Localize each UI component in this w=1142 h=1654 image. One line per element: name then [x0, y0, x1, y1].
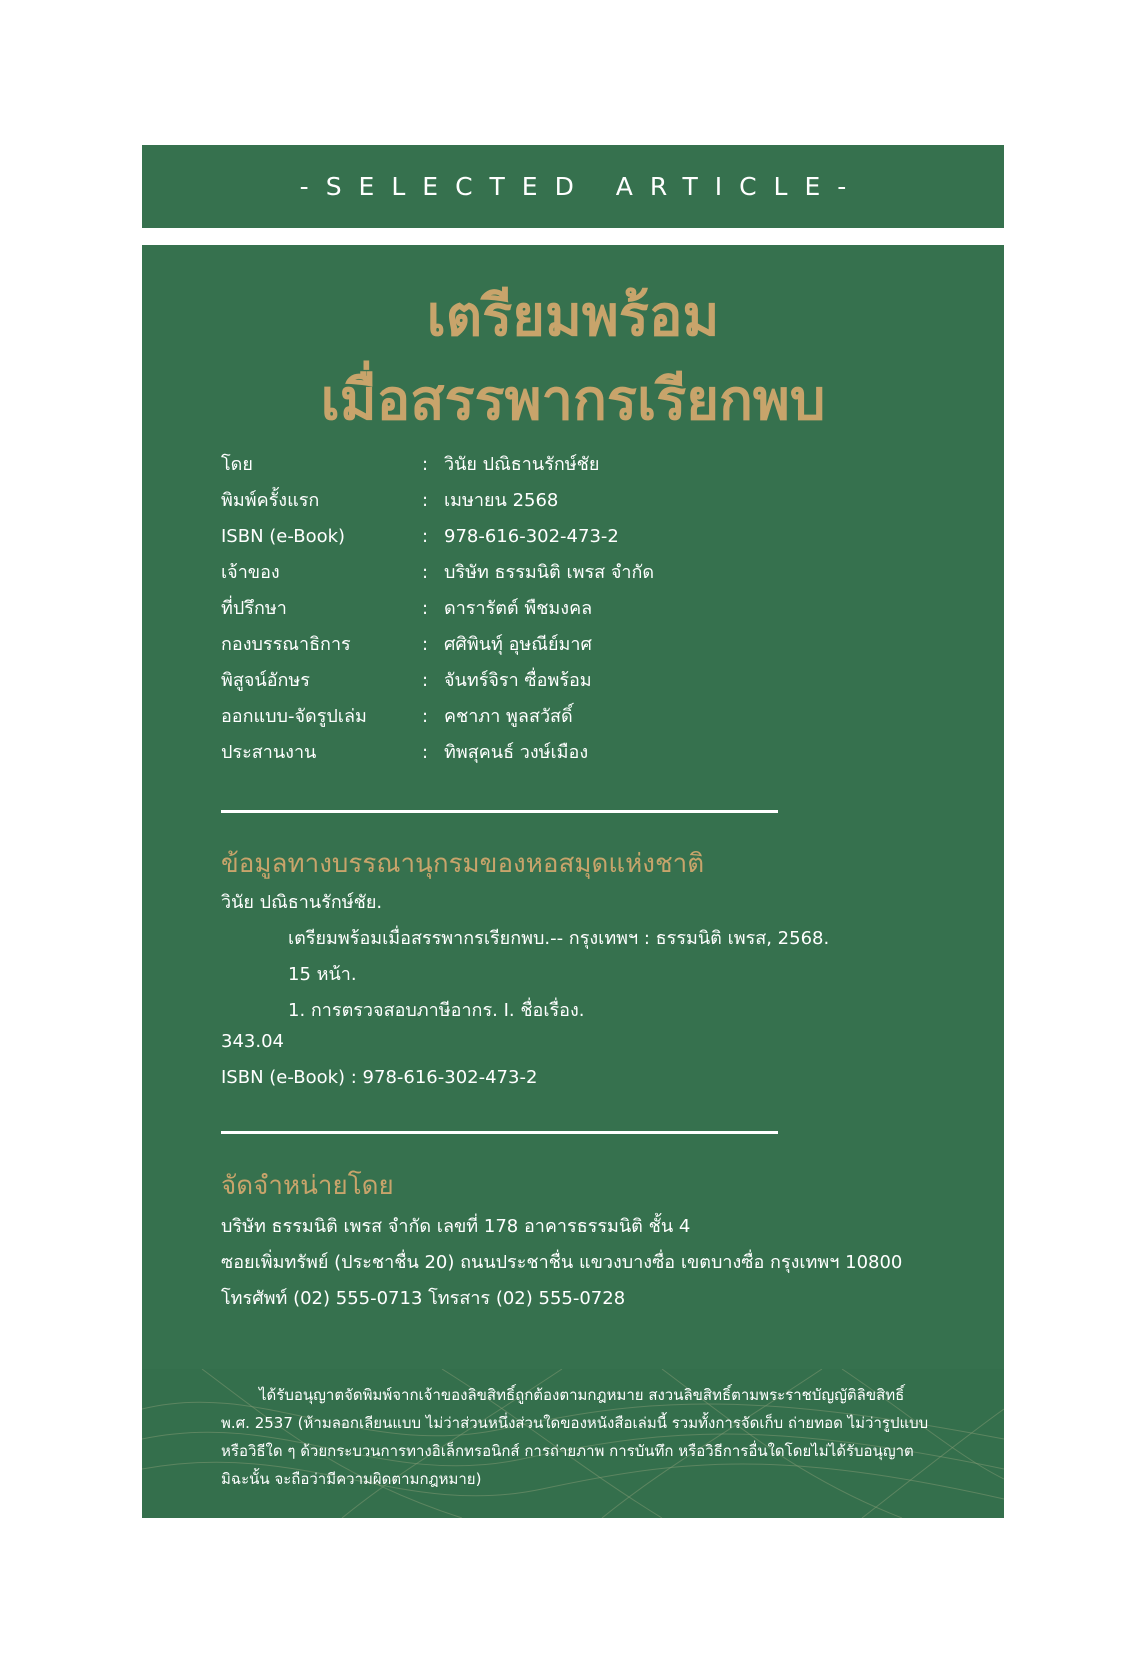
info-value: บริษัท ธรรมนิติ เพรส จำกัด	[444, 562, 655, 583]
cataloging-subject: 1. การตรวจสอบภาษีอากร. I. ชื่อเรื่อง.	[288, 1000, 585, 1021]
distribution-address-line-1: บริษัท ธรรมนิติ เพรส จำกัด เลขที่ 178 อาคารธรรมนิติ ชั้น 4	[221, 1216, 691, 1237]
cataloging-isbn: ISBN (e-Book) : 978-616-302-473-2	[221, 1067, 538, 1088]
info-row-editorial	[221, 627, 941, 663]
info-label: โดย	[221, 454, 253, 475]
divider-rule	[221, 1131, 778, 1134]
info-row-coordinator	[221, 735, 941, 771]
copyright-line-4: มิฉะนั้น จะถือว่ามีความผิดตามกฎหมาย)	[221, 1470, 482, 1488]
info-label: พิมพ์ครั้งแรก	[221, 490, 320, 511]
info-label: เจ้าของ	[221, 562, 280, 583]
cataloging-title-line: เตรียมพร้อมเมื่อสรรพากรเรียกพบ.-- กรุงเทพฯ : ธรรมนิติ เพรส, 2568.	[288, 928, 830, 949]
info-label: พิสูจน์อักษร	[221, 670, 310, 691]
info-row-first-print	[221, 483, 941, 519]
copyright-line-1: ได้รับอนุญาตจัดพิมพ์จากเจ้าของลิขสิทธิ์ถูกต้องตามกฎหมาย สงวนลิขสิทธิ์ตามพระราชบัญญัติลิขสิทธิ์	[259, 1386, 905, 1404]
cataloging-class-number: 343.04	[221, 1031, 284, 1052]
distribution-heading: จัดจำหน่ายโดย	[221, 1171, 394, 1201]
info-row-advisor	[221, 591, 941, 627]
distribution-contact-line: โทรศัพท์ (02) 555-0713 โทรสาร (02) 555-0728	[221, 1288, 626, 1309]
divider-rule	[221, 810, 778, 813]
info-value: ดารารัตต์ พืชมงคล	[444, 598, 593, 619]
book-title	[142, 275, 1004, 443]
header-label: -SELECTED ARTICLE-	[299, 172, 864, 201]
info-colon: :	[422, 562, 429, 583]
info-row-author	[221, 447, 941, 483]
copyright-panel	[142, 1369, 1004, 1518]
info-label: กองบรรณาธิการ	[221, 634, 351, 655]
info-value: วินัย ปณิธานรักษ์ชัย	[444, 454, 600, 475]
distribution-address-line-2: ซอยเพิ่มทรัพย์ (ประชาชื่น 20) ถนนประชาชื่น แขวงบางซื่อ เขตบางซื่อ กรุงเทพฯ 10800	[221, 1252, 903, 1273]
info-row-proofreader	[221, 663, 941, 699]
info-value: ทิพสุคนธ์ วงษ์เมือง	[444, 742, 589, 763]
info-value: คชาภา พูลสวัสดิ์	[444, 706, 573, 727]
info-colon: :	[422, 526, 429, 547]
info-colon: :	[422, 634, 429, 655]
info-colon: :	[422, 742, 429, 763]
info-value: ศศิพินทุ์ อุษณีย์มาศ	[444, 634, 592, 655]
main-panel	[142, 245, 1004, 1369]
header-band	[142, 145, 1004, 228]
info-label: ออกแบบ-จัดรูปเล่ม	[221, 706, 367, 727]
cataloging-author: วินัย ปณิธานรักษ์ชัย.	[221, 892, 383, 913]
cataloging-heading: ข้อมูลทางบรรณานุกรมของหอสมุดแห่งชาติ	[221, 849, 705, 879]
publication-info	[221, 447, 941, 771]
info-value: เมษายน 2568	[444, 490, 559, 511]
info-row-isbn	[221, 519, 941, 555]
info-colon: :	[422, 598, 429, 619]
copyright-line-2: พ.ศ. 2537 (ห้ามลอกเลียนแบบ ไม่ว่าส่วนหนึ่งส่วนใดของหนังสือเล่มนี้ รวมทั้งการจัดเก็บ ถ่ายทอด ไม่ว่ารูปแบบ	[221, 1414, 929, 1432]
book-title-line-1: เตรียมพร้อม	[426, 284, 720, 349]
copyright-notice	[221, 1381, 929, 1493]
info-colon: :	[422, 454, 429, 475]
info-label: ประสานงาน	[221, 742, 317, 763]
info-row-owner	[221, 555, 941, 591]
book-title-line-2: เมื่อสรรพากรเรียกพบ	[320, 368, 826, 433]
info-value: จันทร์จิรา ซื่อพร้อม	[444, 670, 592, 691]
info-label: ที่ปรึกษา	[221, 598, 287, 619]
info-colon: :	[422, 490, 429, 511]
info-colon: :	[422, 670, 429, 691]
info-colon: :	[422, 706, 429, 727]
copyright-line-3: หรือวิธีใด ๆ ด้วยกระบวนการทางอิเล็กทรอนิกส์ การถ่ายภาพ การบันทึก หรือวิธีการอื่นใดโดยไม่ได้รับอนุญาต	[221, 1442, 914, 1460]
info-row-design	[221, 699, 941, 735]
info-value: 978-616-302-473-2	[444, 526, 619, 547]
cataloging-pages: 15 หน้า.	[288, 964, 357, 985]
info-label: ISBN (e-Book)	[221, 526, 346, 547]
